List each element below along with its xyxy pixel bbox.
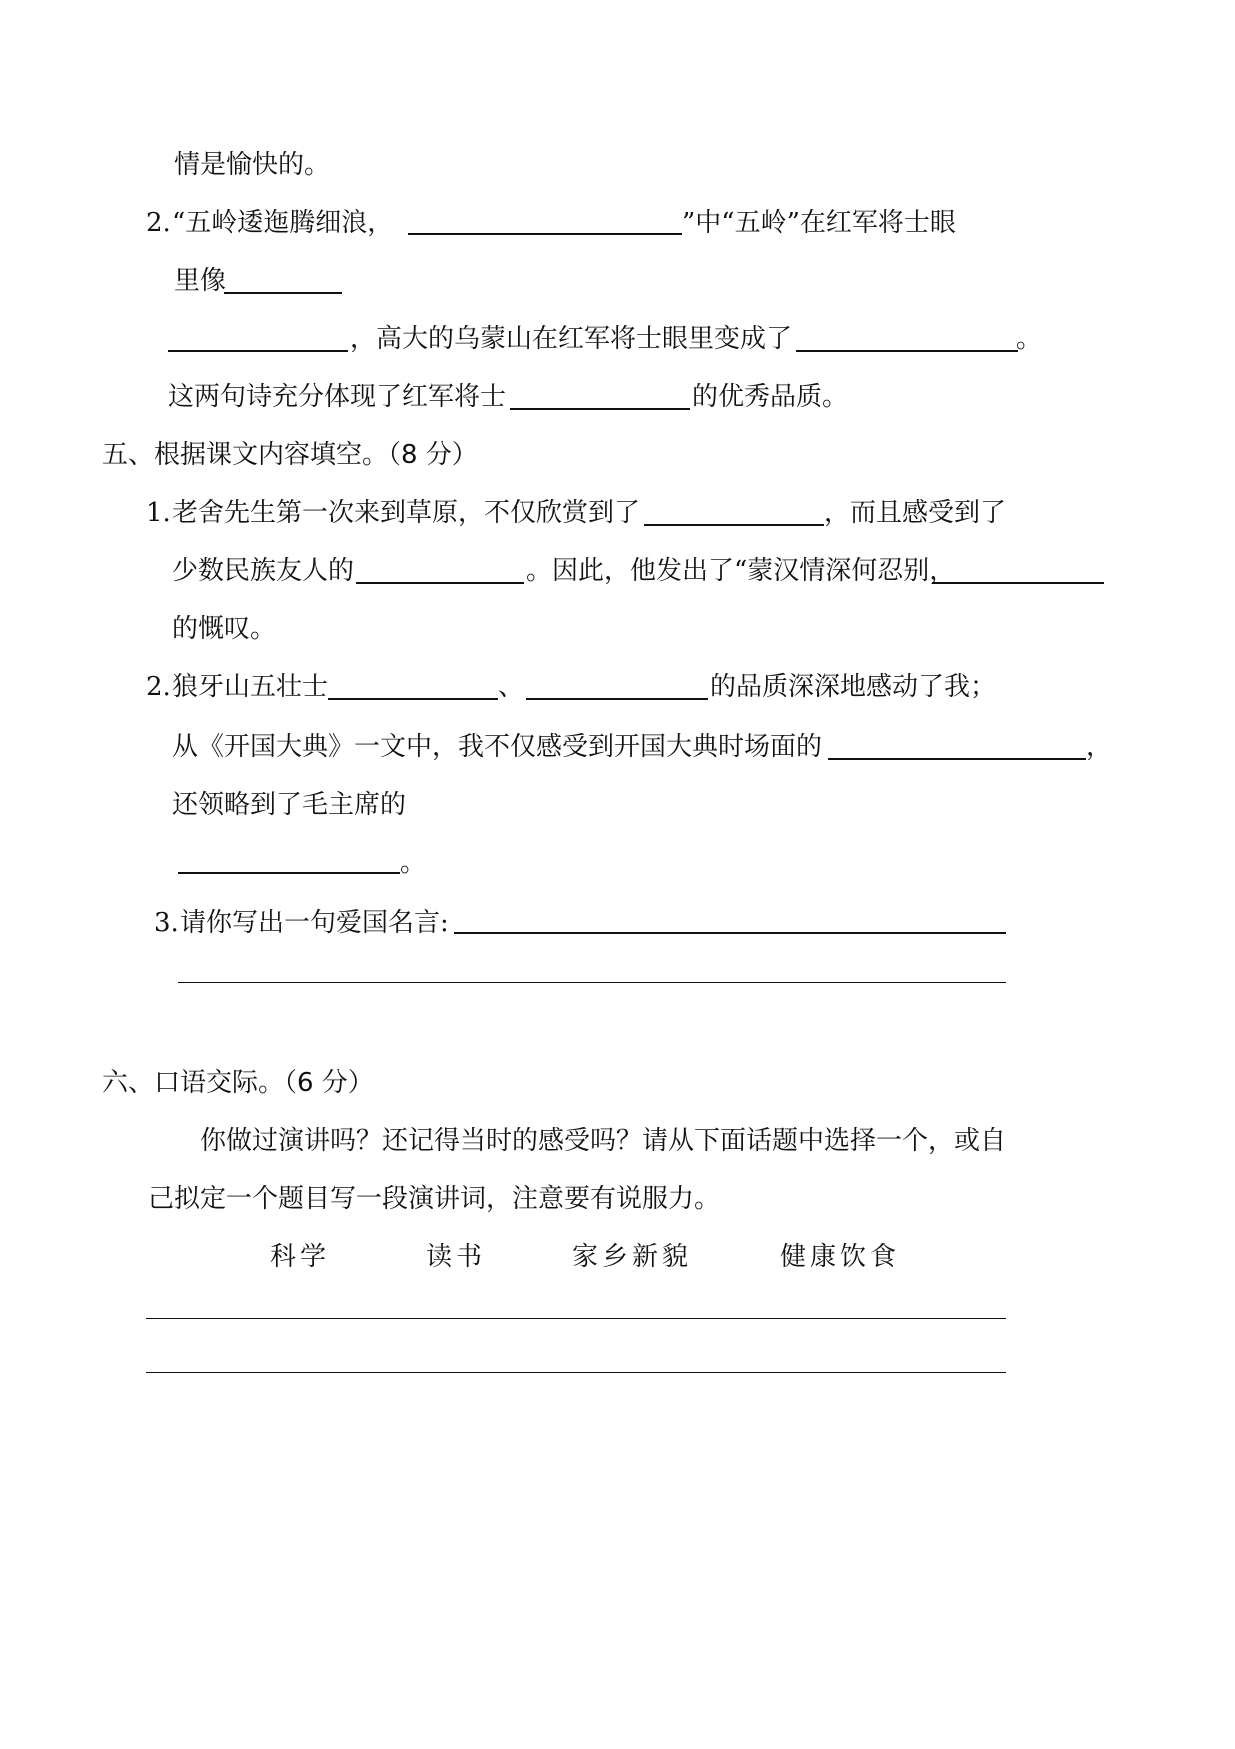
topic-healthy-diet: 健康饮食 (780, 1242, 901, 1272)
q5-item1-text-d: 。因此，他发出了“蒙汉情深何忍别， (526, 556, 956, 586)
q5-item2-text-b: 、 (498, 672, 525, 702)
q5-item2-text-g: 。 (400, 848, 427, 878)
q4-item2-text-c: 里像 (174, 266, 227, 296)
writing-line-1[interactable] (146, 1318, 1006, 1319)
q6-paragraph-line1: 你做过演讲吗？还记得当时的感受吗？请从下面话题中选择一个，或自 (200, 1126, 1007, 1156)
q4-item2-text-a: “五岭逶迤腾细浪， (172, 208, 394, 238)
q5-item1-text-b: ，而且感受到了 (824, 498, 1007, 528)
q5-item2-text-c: 的品质深深地感动了我； (710, 672, 997, 702)
q4-item2-text-g: 的优秀品质。 (692, 382, 849, 412)
q4-item2-text-e: 。 (1016, 324, 1043, 354)
q5-item2-text-d: 从《开国大典》一文中，我不仅感受到开国大典时场面的 (172, 732, 823, 762)
q4-item2-text-d: ，高大的乌蒙山在红军将士眼里变成了 (350, 324, 793, 354)
q6-paragraph-line2: 己拟定一个题目写一段演讲词，注意要有说服力。 (148, 1184, 721, 1214)
q5-item1-text-c: 少数民族友人的 (172, 556, 355, 586)
q4-continuation-text: 情是愉快的。 (174, 150, 331, 180)
blank-q4-2-3[interactable] (796, 350, 1018, 352)
q5-item1-text-e: 的慨叹。 (172, 614, 277, 644)
topic-hometown: 家乡新貌 (572, 1242, 693, 1272)
blank-q5-2-1[interactable] (328, 698, 498, 700)
writing-line-2[interactable] (146, 1372, 1006, 1373)
blank-q5-2-4[interactable] (178, 872, 400, 874)
blank-q5-3-1[interactable] (454, 932, 1006, 934)
q4-item2-text-b: ”中“五岭”在红军将士眼 (682, 208, 956, 238)
blank-q5-1-1[interactable] (644, 524, 824, 526)
q4-item2-text-f: 这两句诗充分体现了红军将士 (168, 382, 507, 412)
blank-q5-1-2[interactable] (356, 582, 524, 584)
blank-q4-2-2b[interactable] (168, 350, 348, 352)
blank-q5-2-2[interactable] (526, 698, 708, 700)
blank-q5-1-3[interactable] (932, 582, 1104, 584)
q5-item1-number: 1. (146, 498, 171, 528)
q5-item1-text-a: 老舍先生第一次来到草原，不仅欣赏到了 (172, 498, 641, 528)
section6-heading: 六、口语交际。（6 分） (102, 1068, 374, 1098)
q4-item2-number: 2. (146, 208, 171, 238)
q5-item3-number: 3. (154, 908, 179, 938)
blank-q4-2-2a[interactable] (224, 292, 342, 294)
q5-item2-text-e: ， (1086, 732, 1113, 762)
q5-item3-text-a: 请你写出一句爱国名言: (180, 908, 449, 938)
q5-item2-number: 2. (146, 672, 171, 702)
blank-q4-2-1[interactable] (408, 233, 682, 235)
blank-q5-2-3[interactable] (828, 758, 1086, 760)
blank-q5-3-2[interactable] (178, 982, 1006, 983)
blank-q4-2-4[interactable] (510, 408, 690, 410)
section5-heading: 五、根据课文内容填空。（8 分） (102, 440, 478, 470)
topic-reading: 读书 (426, 1242, 487, 1272)
q5-item2-text-a: 狼牙山五壮士 (172, 672, 329, 702)
topic-science: 科学 (270, 1242, 331, 1272)
q5-item2-text-f: 还领略到了毛主席的 (172, 790, 407, 820)
